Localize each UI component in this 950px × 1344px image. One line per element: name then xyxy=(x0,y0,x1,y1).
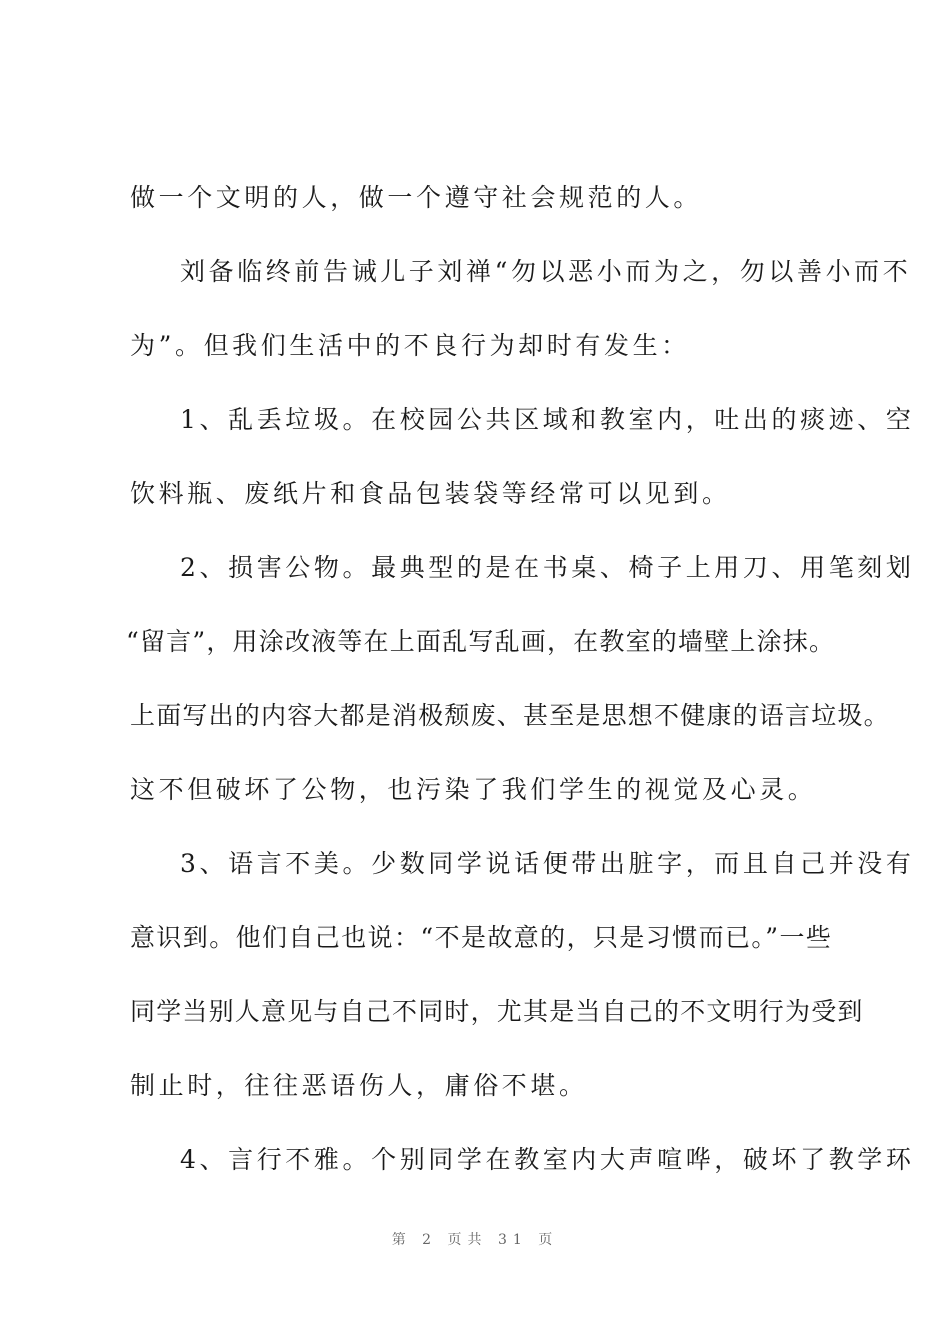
page-footer: 第 2 页共 31 页 xyxy=(391,1232,559,1248)
text-line-6: 2、损害公物。最典型的是在书桌、椅子上用刀、用笔刻划 xyxy=(180,553,915,582)
text-line-7: “留言”，用涂改液等在上面乱写乱画，在教室的墙壁上涂抹。 xyxy=(126,627,836,656)
text-line-1: 做一个文明的人，做一个遵守社会规范的人。 xyxy=(130,183,703,212)
text-line-11: 意识到。他们自己也说：“不是故意的，只是习惯而已。”一些 xyxy=(130,923,833,952)
text-line-13: 制止时，往往恶语伤人，庸俗不堪。 xyxy=(130,1071,588,1100)
text-line-10: 3、语言不美。少数同学说话便带出脏字，而且自己并没有 xyxy=(180,849,915,878)
text-line-2: 刘备临终前告诫儿子刘禅“勿以恶小而为之，勿以善小而不 xyxy=(180,257,912,286)
text-line-3: 为”。但我们生活中的不良行为却时有发生： xyxy=(130,331,690,360)
text-line-14: 4、言行不雅。个别同学在教室内大声喧哗，破坏了教学环 xyxy=(180,1145,915,1174)
text-line-5: 饮料瓶、废纸片和食品包装袋等经常可以见到。 xyxy=(130,479,731,508)
text-line-8: 上面写出的内容大都是消极颓废、甚至是思想不健康的语言垃圾。 xyxy=(130,701,890,730)
text-line-12: 同学当别人意见与自己不同时，尤其是当自己的不文明行为受到 xyxy=(130,997,864,1026)
text-line-4: 1、乱丢垃圾。在校园公共区域和教室内，吐出的痰迹、空 xyxy=(180,405,915,434)
text-line-9: 这不但破坏了公物，也污染了我们学生的视觉及心灵。 xyxy=(130,775,817,804)
